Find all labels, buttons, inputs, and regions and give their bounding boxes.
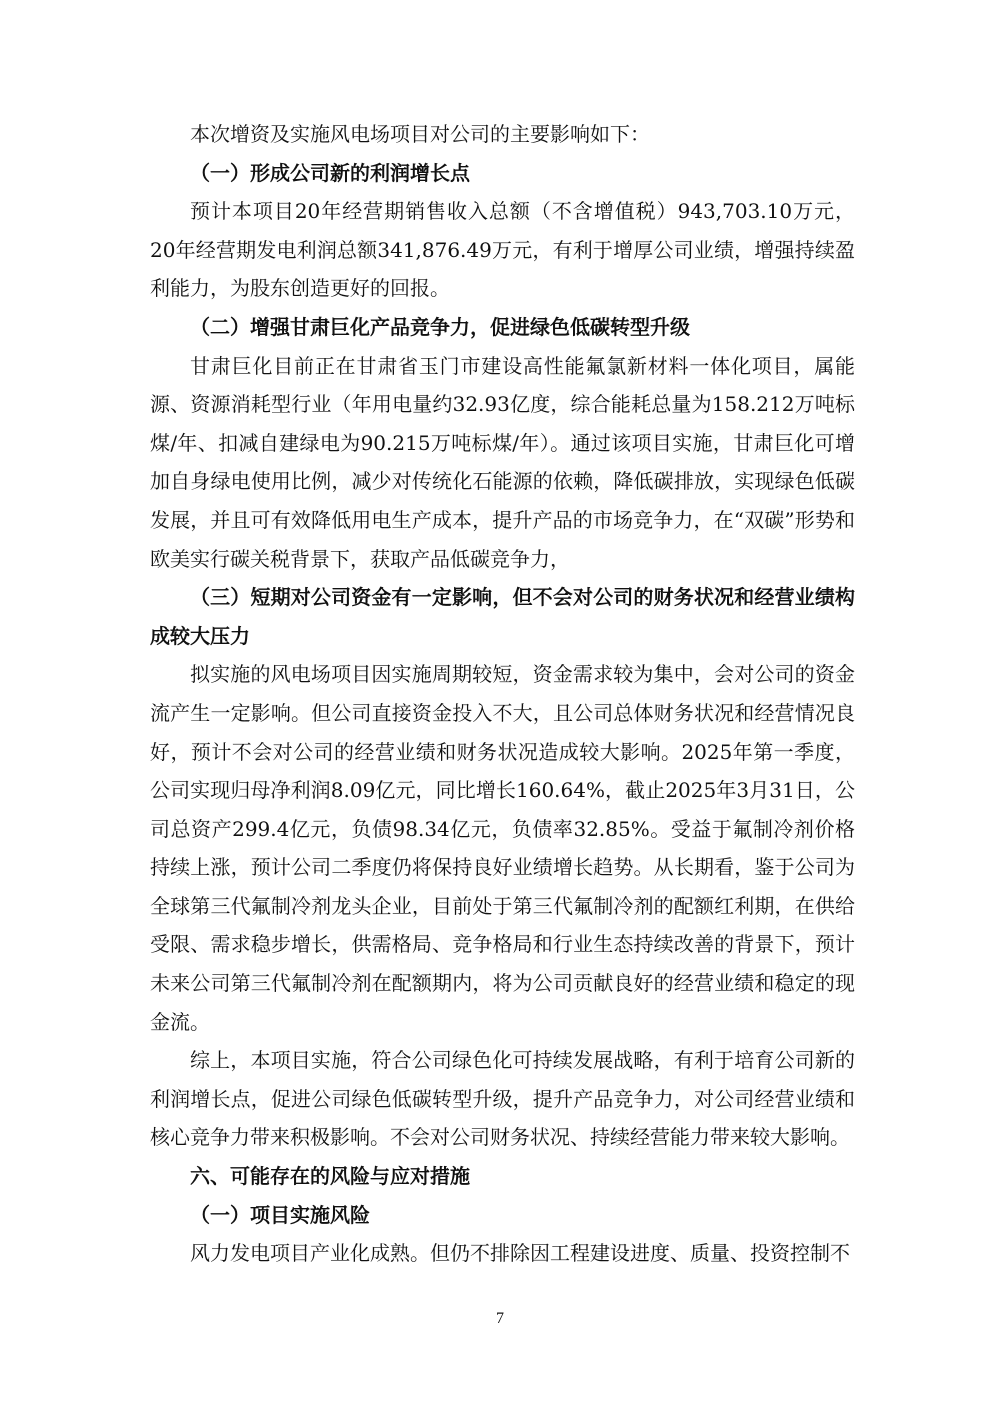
section-heading-1: （一）形成公司新的利润增长点	[190, 160, 470, 185]
section-paragraph-2: 甘肃巨化目前正在甘肃省玉门市建设高性能氟氯新材料一体化项目，属能源、资源消耗型行业（年用电量约32.93亿度，综合能耗总量为158.212万吨标煤/年、扣减自建绿电为90.215万吨标煤/年）。通过该项目实施，甘肃巨化可增加自身绿电使用比例，减少对传统化石能源的依赖，降低碳排放，实现绿色低碳发展，并且可有效降低用电生产成本，提升产品的市场竞争力，在“双碳”形势和欧美实行碳关税背景下，获取产品低碳竞争力，	[150, 353, 855, 571]
section-paragraph-1: 预计本项目20年经营期销售收入总额（不含增值税）943,703.10万元，20年经营期发电利润总额341,876.49万元，有利于增厚公司业绩，增强持续盈利能力，为股东创造更好的回报。	[150, 199, 855, 301]
chapter-6-sub-heading-1: （一）项目实施风险	[190, 1202, 370, 1227]
chapter-6-heading: 六、可能存在的风险与应对措施	[190, 1164, 470, 1189]
section-heading-2: （二）增强甘肃巨化产品竞争力，促进绿色低碳转型升级	[190, 314, 690, 339]
section-heading-3: （三）短期对公司资金有一定影响，但不会对公司的财务状况和经营业绩构成较大压力	[150, 585, 855, 648]
page-number: 7	[496, 1310, 504, 1327]
document-body	[150, 115, 855, 1273]
section-paragraph-3: 拟实施的风电场项目因实施周期较短，资金需求较为集中，会对公司的资金流产生一定影响。但公司直接资金投入不大，且公司总体财务状况和经营情况良好，预计不会对公司的经营业绩和财务状况造成较大影响。2025年第一季度，公司实现归母净利润8.09亿元，同比增长160.64%，截止2025年3月31日，公司总资产299.4亿元，负债98.34亿元，负债率32.85%。受益于氟制冷剂价格持续上涨，预计公司二季度仍将保持良好业绩增长趋势。从长期看，鉴于公司为全球第三代氟制冷剂龙头企业，目前处于第三代氟制冷剂的配额红利期，在供给受限、需求稳步增长，供需格局、竞争格局和行业生态持续改善的背景下，预计未来公司第三代氟制冷剂在配额期内，将为公司贡献良好的经营业绩和稳定的现金流。	[150, 662, 855, 1034]
chapter-6-sub-paragraph-1: 风力发电项目产业化成熟。但仍不排除因工程建设进度、质量、投资控制不	[190, 1241, 850, 1266]
summary-paragraph: 综上，本项目实施，符合公司绿色化可持续发展战略，有利于培育公司新的利润增长点，促进公司绿色低碳转型升级，提升产品竞争力，对公司经营业绩和核心竞争力带来积极影响。不会对公司财务状况、持续经营能力带来较大影响。	[150, 1048, 855, 1150]
intro-paragraph: 本次增资及实施风电场项目对公司的主要影响如下：	[190, 122, 650, 146]
